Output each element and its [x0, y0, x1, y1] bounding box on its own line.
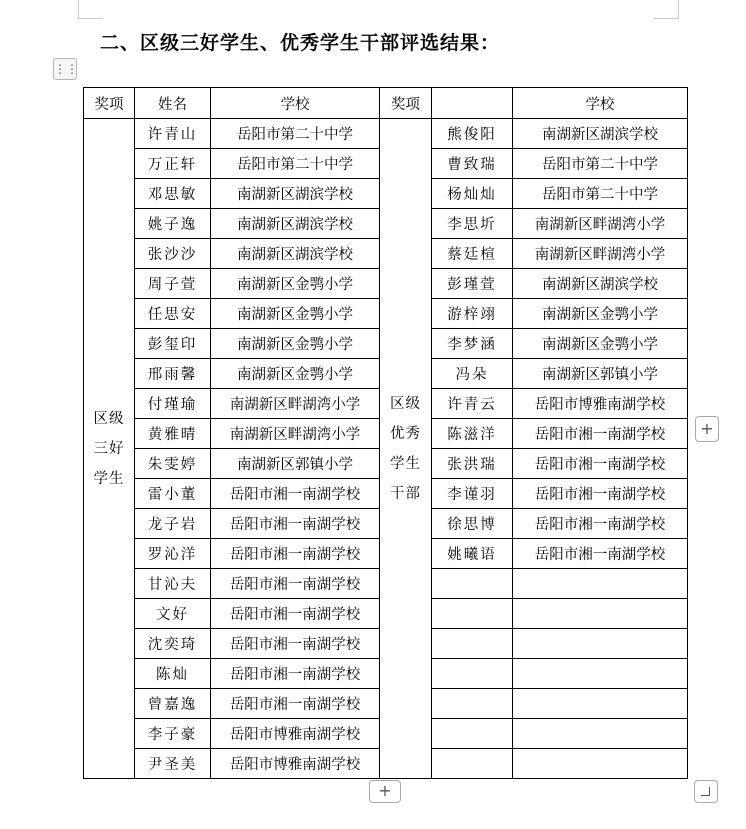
school-cell: 南湖新区金鹗小学: [211, 329, 380, 359]
student-name-cell: 邓思敏: [135, 179, 211, 209]
student-name-cell: 黄雅晴: [135, 419, 211, 449]
school-cell: 岳阳市博雅南湖学校: [513, 389, 688, 419]
school-cell: 岳阳市第二十中学: [513, 179, 688, 209]
student-name-cell: 龙子岩: [135, 509, 211, 539]
student-name-cell: [432, 659, 513, 689]
student-name-cell: 彭瑾萱: [432, 269, 513, 299]
student-name-cell: 徐思博: [432, 509, 513, 539]
category-label-line: 学生: [390, 455, 421, 472]
school-cell: 南湖新区畔湖湾小学: [513, 239, 688, 269]
school-cell: 岳阳市湘一南湖学校: [211, 659, 380, 689]
school-cell: [513, 569, 688, 599]
student-name-cell: 张洪瑞: [432, 449, 513, 479]
student-name-cell: 李梦涵: [432, 329, 513, 359]
student-name-cell: 李子豪: [135, 719, 211, 749]
student-name-cell: 任思安: [135, 299, 211, 329]
student-name-cell: 付瑾瑜: [135, 389, 211, 419]
school-cell: [513, 629, 688, 659]
category-outstanding-cadre: [380, 119, 432, 779]
school-cell: 南湖新区湖滨学校: [211, 209, 380, 239]
student-name-cell: 张沙沙: [135, 239, 211, 269]
school-cell: 南湖新区金鹗小学: [211, 299, 380, 329]
school-cell: 南湖新区金鹗小学: [513, 329, 688, 359]
school-cell: 南湖新区湖滨学校: [211, 239, 380, 269]
student-name-cell: 周子萱: [135, 269, 211, 299]
header-award-left: 奖项: [84, 88, 135, 119]
student-name-cell: [432, 599, 513, 629]
student-name-cell: 蔡廷楦: [432, 239, 513, 269]
school-cell: 岳阳市湘一南湖学校: [211, 629, 380, 659]
table-header-row: [84, 88, 688, 119]
header-name-left: 姓名: [135, 88, 211, 119]
table-row: [84, 119, 688, 149]
add-row-button[interactable]: +: [369, 780, 401, 803]
student-name-cell: 万正轩: [135, 149, 211, 179]
school-cell: 岳阳市湘一南湖学校: [211, 539, 380, 569]
category-label-line: 学生: [93, 470, 125, 487]
school-cell: 南湖新区畔湖湾小学: [513, 209, 688, 239]
school-cell: 南湖新区畔湖湾小学: [211, 389, 380, 419]
school-cell: 南湖新区郭镇小学: [211, 449, 380, 479]
school-cell: 岳阳市湘一南湖学校: [211, 509, 380, 539]
awards-table: [83, 87, 688, 779]
school-cell: 岳阳市湘一南湖学校: [513, 419, 688, 449]
school-cell: [513, 719, 688, 749]
student-name-cell: 杨灿灿: [432, 179, 513, 209]
school-cell: 南湖新区金鹗小学: [211, 359, 380, 389]
student-name-cell: 曾嘉逸: [135, 689, 211, 719]
student-name-cell: [432, 719, 513, 749]
page-corner-mark-right: [654, 0, 679, 19]
school-cell: [513, 659, 688, 689]
category-merit-student: [84, 119, 135, 779]
student-name-cell: [432, 749, 513, 779]
school-cell: 岳阳市湘一南湖学校: [513, 449, 688, 479]
add-column-button[interactable]: +: [695, 416, 719, 442]
school-cell: 岳阳市湘一南湖学校: [211, 479, 380, 509]
school-cell: 南湖新区湖滨学校: [513, 119, 688, 149]
header-school-left: 学校: [211, 88, 380, 119]
table-resize-icon[interactable]: [694, 780, 718, 803]
school-cell: 南湖新区湖滨学校: [513, 269, 688, 299]
category-label: [84, 404, 134, 494]
school-cell: 南湖新区金鹗小学: [211, 269, 380, 299]
school-cell: 南湖新区湖滨学校: [211, 179, 380, 209]
category-label-line: 干部: [390, 485, 421, 502]
awards-table-body: [84, 88, 688, 779]
student-name-cell: 沈奕琦: [135, 629, 211, 659]
category-label-line: 区级: [93, 410, 125, 427]
header-school-right: 学校: [513, 88, 688, 119]
header-award-right: 奖项: [380, 88, 432, 119]
student-name-cell: 彭玺印: [135, 329, 211, 359]
school-cell: 岳阳市第二十中学: [211, 119, 380, 149]
school-cell: 南湖新区畔湖湾小学: [211, 419, 380, 449]
student-name-cell: [432, 629, 513, 659]
school-cell: 岳阳市湘一南湖学校: [211, 599, 380, 629]
school-cell: 岳阳市第二十中学: [513, 149, 688, 179]
school-cell: 岳阳市博雅南湖学校: [211, 749, 380, 779]
page-corner-mark-left: [78, 0, 103, 19]
school-cell: 南湖新区郭镇小学: [513, 359, 688, 389]
table-move-handle-icon[interactable]: ⋮⋮: [53, 58, 77, 80]
student-name-cell: 邢雨馨: [135, 359, 211, 389]
school-cell: 南湖新区金鹗小学: [513, 299, 688, 329]
student-name-cell: 罗沁洋: [135, 539, 211, 569]
student-name-cell: 尹圣美: [135, 749, 211, 779]
category-label-line: 区级: [390, 395, 421, 412]
student-name-cell: 朱雯婷: [135, 449, 211, 479]
student-name-cell: 游梓翊: [432, 299, 513, 329]
student-name-cell: 陈滋洋: [432, 419, 513, 449]
school-cell: 岳阳市第二十中学: [211, 149, 380, 179]
student-name-cell: 熊俊阳: [432, 119, 513, 149]
student-name-cell: 姚曦语: [432, 539, 513, 569]
header-name-right: [432, 88, 513, 119]
school-cell: 岳阳市湘一南湖学校: [513, 509, 688, 539]
student-name-cell: 李谨羽: [432, 479, 513, 509]
student-name-cell: 甘沁夫: [135, 569, 211, 599]
category-label-line: 三好: [93, 440, 125, 457]
student-name-cell: 许青云: [432, 389, 513, 419]
school-cell: [513, 689, 688, 719]
section-heading: 二、区级三好学生、优秀学生干部评选结果：: [100, 32, 501, 54]
student-name-cell: 曹致瑞: [432, 149, 513, 179]
school-cell: 岳阳市湘一南湖学校: [211, 689, 380, 719]
student-name-cell: 姚子逸: [135, 209, 211, 239]
category-label: [380, 389, 431, 509]
student-name-cell: 雷小董: [135, 479, 211, 509]
student-name-cell: 许青山: [135, 119, 211, 149]
student-name-cell: 文好: [135, 599, 211, 629]
student-name-cell: 冯朵: [432, 359, 513, 389]
student-name-cell: 李思圻: [432, 209, 513, 239]
student-name-cell: [432, 689, 513, 719]
school-cell: [513, 599, 688, 629]
student-name-cell: [432, 569, 513, 599]
category-label-line: 优秀: [390, 425, 421, 442]
school-cell: [513, 749, 688, 779]
school-cell: 岳阳市湘一南湖学校: [211, 569, 380, 599]
student-name-cell: 陈灿: [135, 659, 211, 689]
school-cell: 岳阳市湘一南湖学校: [513, 479, 688, 509]
school-cell: 岳阳市博雅南湖学校: [211, 719, 380, 749]
school-cell: 岳阳市湘一南湖学校: [513, 539, 688, 569]
